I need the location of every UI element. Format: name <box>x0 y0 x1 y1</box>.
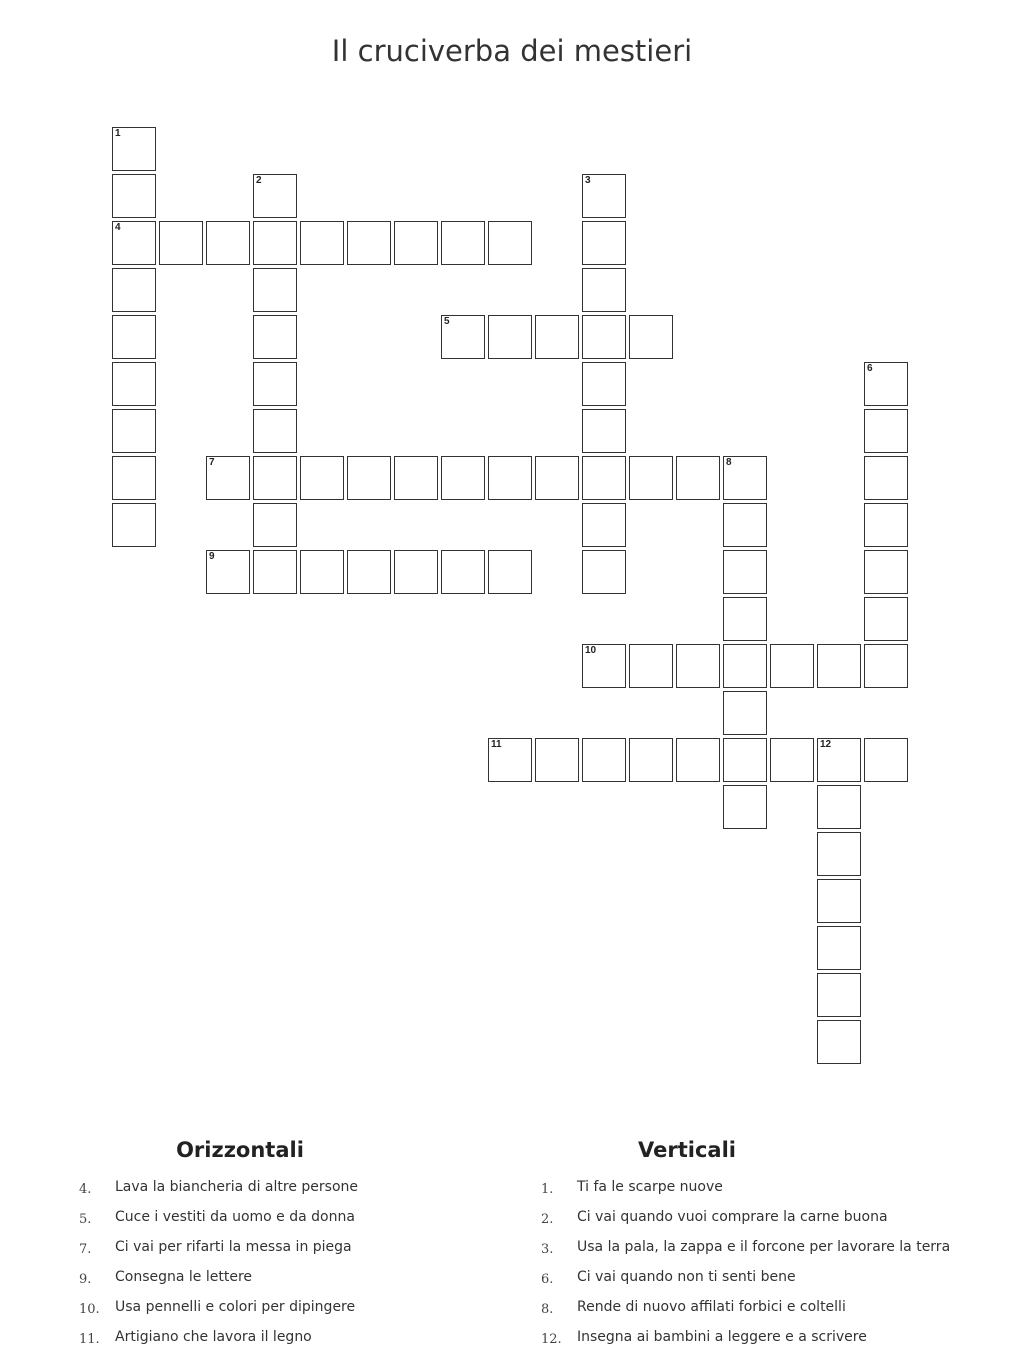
grid-cell[interactable] <box>441 221 485 265</box>
grid-cell[interactable] <box>488 315 532 359</box>
clue-item <box>79 1238 519 1268</box>
clue-item <box>541 1208 981 1238</box>
grid-cell[interactable] <box>488 550 532 594</box>
grid-cell[interactable] <box>582 550 626 594</box>
clue-number: 5. <box>79 1212 92 1227</box>
page-title: Il cruciverba dei mestieri <box>331 34 693 68</box>
grid-cell[interactable] <box>723 785 767 829</box>
grid-cell[interactable] <box>582 503 626 547</box>
cell-number: 6 <box>867 363 873 374</box>
grid-cell[interactable] <box>394 456 438 500</box>
clue-number: 6. <box>541 1272 554 1287</box>
grid-cell[interactable] <box>864 738 908 782</box>
cell-number: 2 <box>256 175 262 186</box>
clue-item <box>79 1208 519 1238</box>
clue-text: Consegna le lettere <box>115 1269 253 1285</box>
grid-cell[interactable] <box>582 268 626 312</box>
grid-cell[interactable] <box>582 409 626 453</box>
grid-cell[interactable] <box>582 644 626 688</box>
grid-cell[interactable] <box>629 456 673 500</box>
clue-text: Ci vai quando vuoi comprare la carne buona <box>577 1209 888 1225</box>
clue-number: 8. <box>541 1302 554 1317</box>
grid-cell[interactable] <box>112 221 156 265</box>
clue-item <box>541 1238 981 1268</box>
grid-cell[interactable] <box>817 832 861 876</box>
cell-number: 9 <box>209 551 215 562</box>
clue-text: Ti fa le scarpe nuove <box>577 1179 723 1195</box>
grid-cell[interactable] <box>535 315 579 359</box>
clue-number: 2. <box>541 1212 554 1227</box>
grid-cell[interactable] <box>347 456 391 500</box>
grid-cell[interactable] <box>817 785 861 829</box>
grid-cell[interactable] <box>253 409 297 453</box>
grid-cell[interactable] <box>347 221 391 265</box>
grid-cell[interactable] <box>206 456 250 500</box>
grid-cell[interactable] <box>253 315 297 359</box>
grid-cell[interactable] <box>488 221 532 265</box>
clue-item <box>541 1178 981 1208</box>
cell-number: 8 <box>726 457 732 468</box>
grid-cell[interactable] <box>206 221 250 265</box>
clue-item <box>541 1268 981 1298</box>
cell-number: 4 <box>115 222 121 233</box>
grid-cell[interactable] <box>676 644 720 688</box>
grid-cell[interactable] <box>864 503 908 547</box>
grid-cell[interactable] <box>817 973 861 1017</box>
grid-cell[interactable] <box>770 644 814 688</box>
grid-cell[interactable] <box>112 315 156 359</box>
grid-cell[interactable] <box>112 127 156 171</box>
grid-cell[interactable] <box>723 503 767 547</box>
grid-cell[interactable] <box>582 315 626 359</box>
grid-cell[interactable] <box>864 597 908 641</box>
clue-number: 1. <box>541 1182 554 1197</box>
clue-number: 11. <box>79 1332 100 1347</box>
clue-number: 10. <box>79 1302 100 1317</box>
grid-cell[interactable] <box>723 644 767 688</box>
grid-cell[interactable] <box>253 221 297 265</box>
grid-cell[interactable] <box>253 174 297 218</box>
grid-cell[interactable] <box>300 221 344 265</box>
cell-number: 11 <box>491 739 502 750</box>
cell-number: 7 <box>209 457 215 468</box>
grid-cell[interactable] <box>159 221 203 265</box>
clue-item <box>541 1328 981 1358</box>
clue-number: 7. <box>79 1242 92 1257</box>
grid-cell[interactable] <box>582 221 626 265</box>
grid-cell[interactable] <box>441 315 485 359</box>
grid-cell[interactable] <box>253 550 297 594</box>
clue-text: Insegna ai bambini a leggere e a scrivere <box>577 1329 867 1345</box>
clue-text: Lava la biancheria di altre persone <box>115 1179 358 1195</box>
grid-cell[interactable] <box>723 738 767 782</box>
grid-cell[interactable] <box>817 738 861 782</box>
clue-text: Usa pennelli e colori per dipingere <box>115 1299 356 1315</box>
grid-cell[interactable] <box>676 738 720 782</box>
grid-cell[interactable] <box>206 550 250 594</box>
grid-cell[interactable] <box>723 691 767 735</box>
grid-cell[interactable] <box>582 456 626 500</box>
grid-cell[interactable] <box>723 550 767 594</box>
grid-cell[interactable] <box>488 738 532 782</box>
clue-text: Usa la pala, la zappa e il forcone per lavorare la terra <box>577 1239 951 1255</box>
clue-number: 3. <box>541 1242 554 1257</box>
clue-text: Cuce i vestiti da uomo e da donna <box>115 1209 355 1225</box>
grid-cell[interactable] <box>582 174 626 218</box>
grid-cell[interactable] <box>629 315 673 359</box>
cell-number: 5 <box>444 316 450 327</box>
grid-cell[interactable] <box>112 362 156 406</box>
grid-cell[interactable] <box>112 268 156 312</box>
grid-cell[interactable] <box>112 409 156 453</box>
cell-number: 10 <box>585 645 597 656</box>
grid-cell[interactable] <box>347 550 391 594</box>
grid-cell[interactable] <box>723 597 767 641</box>
cell-number: 1 <box>115 128 121 139</box>
clue-item <box>79 1178 519 1208</box>
grid-cell[interactable] <box>864 644 908 688</box>
down-heading: Verticali <box>638 1138 736 1162</box>
grid-cell[interactable] <box>676 456 720 500</box>
clue-text: Artigiano che lavora il legno <box>115 1329 312 1345</box>
grid-cell[interactable] <box>770 738 814 782</box>
cell-number: 12 <box>820 739 832 750</box>
grid-cell[interactable] <box>723 456 767 500</box>
grid-cell[interactable] <box>817 879 861 923</box>
clue-item <box>541 1298 981 1328</box>
clue-text: Rende di nuovo affilati forbici e coltelli <box>577 1299 846 1315</box>
across-clues <box>79 1178 519 1358</box>
grid-cell[interactable] <box>535 456 579 500</box>
grid-cell[interactable] <box>817 644 861 688</box>
grid-cell[interactable] <box>300 456 344 500</box>
clue-number: 9. <box>79 1272 92 1287</box>
clue-item <box>79 1328 519 1358</box>
grid-cell[interactable] <box>817 1020 861 1064</box>
grid-cell[interactable] <box>629 738 673 782</box>
grid-cell[interactable] <box>300 550 344 594</box>
grid-cell[interactable] <box>253 268 297 312</box>
clue-item <box>79 1268 519 1298</box>
across-heading: Orizzontali <box>176 1138 304 1162</box>
grid-cell[interactable] <box>112 456 156 500</box>
clue-text: Ci vai per rifarti la messa in piega <box>115 1239 352 1255</box>
grid-cell[interactable] <box>817 926 861 970</box>
clue-text: Ci vai quando non ti senti bene <box>577 1269 796 1285</box>
grid-cell[interactable] <box>394 221 438 265</box>
grid-cell[interactable] <box>535 738 579 782</box>
grid-cell[interactable] <box>582 362 626 406</box>
down-clues <box>541 1178 981 1358</box>
clue-number: 4. <box>79 1182 92 1197</box>
grid-cell[interactable] <box>253 503 297 547</box>
grid-cell[interactable] <box>253 456 297 500</box>
clue-item <box>79 1298 519 1328</box>
grid-cell[interactable] <box>112 174 156 218</box>
grid-cell[interactable] <box>629 644 673 688</box>
grid-cell[interactable] <box>441 456 485 500</box>
grid-cell[interactable] <box>582 738 626 782</box>
grid-cell[interactable] <box>112 503 156 547</box>
grid-cell[interactable] <box>441 550 485 594</box>
clue-number: 12. <box>541 1332 562 1347</box>
grid-cell[interactable] <box>488 456 532 500</box>
grid-cell[interactable] <box>394 550 438 594</box>
grid-cell[interactable] <box>864 362 908 406</box>
grid-cell[interactable] <box>253 362 297 406</box>
cell-number: 3 <box>585 175 591 186</box>
grid-cell[interactable] <box>864 550 908 594</box>
grid-cell[interactable] <box>864 456 908 500</box>
grid-cell[interactable] <box>864 409 908 453</box>
